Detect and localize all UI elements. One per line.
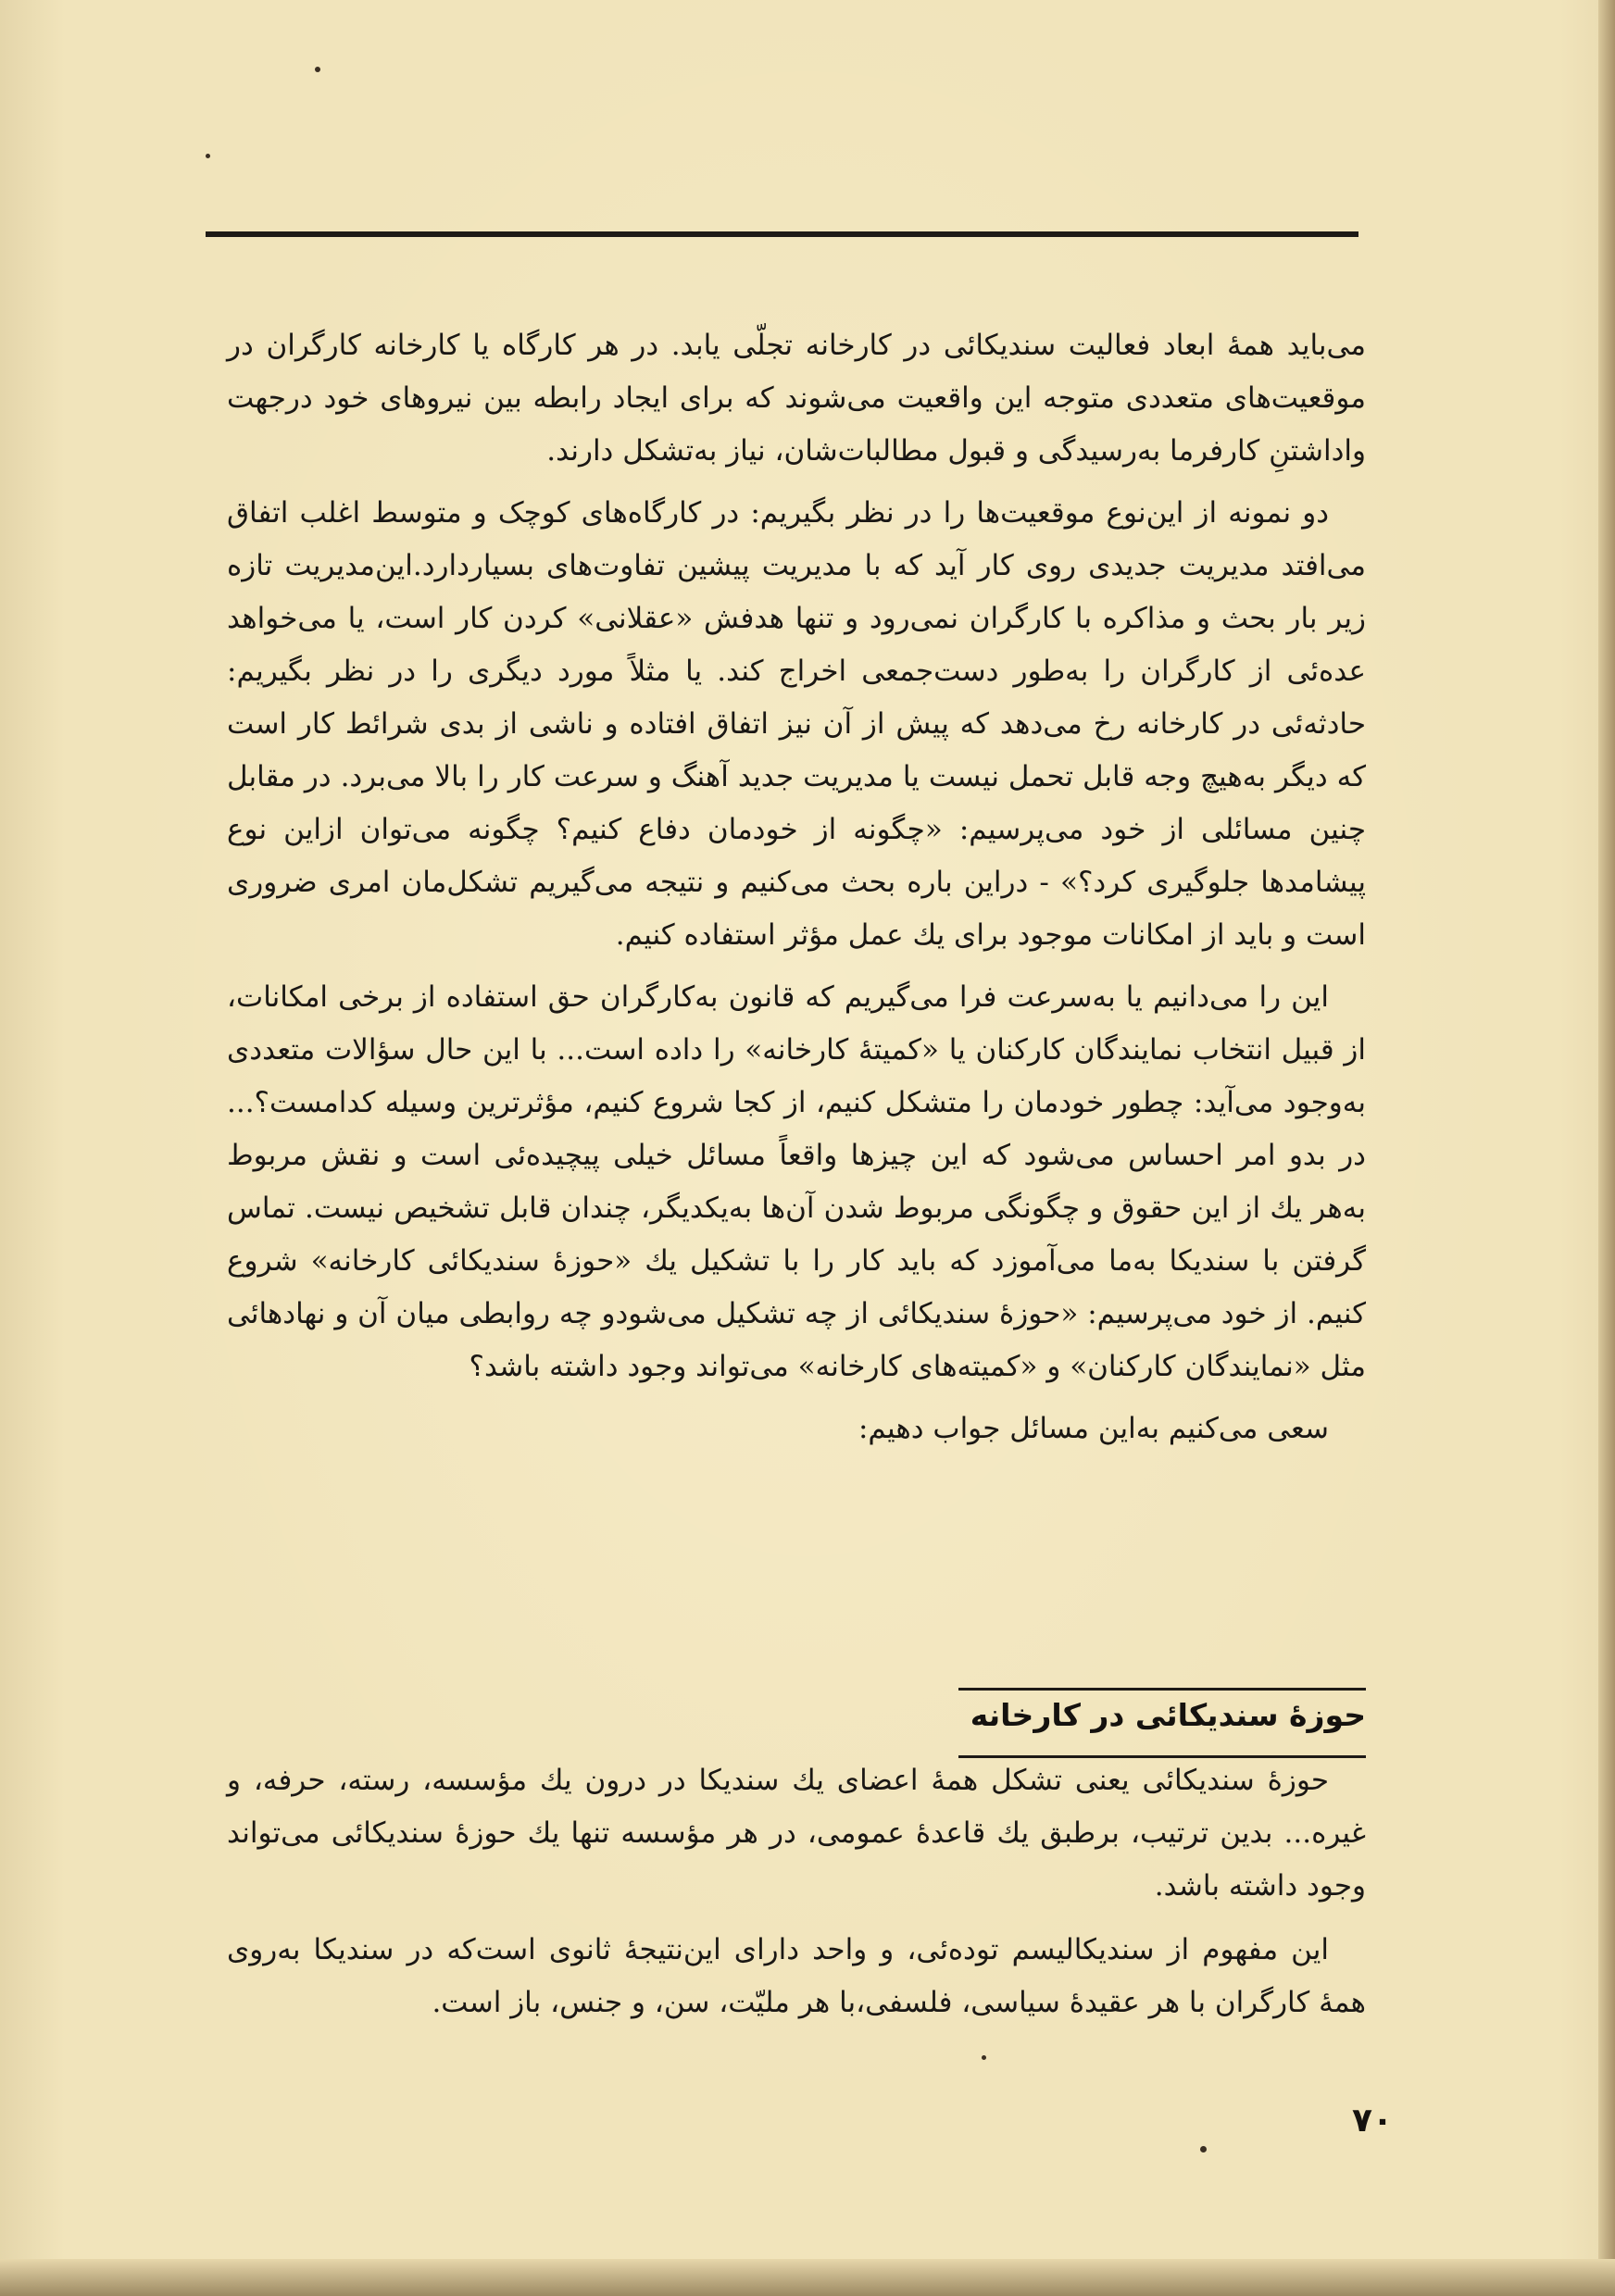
section-paragraph-2: این مفهوم از سندیکالیسم توده‌ئی، و واحد دارای این‌نتیجهٔ ثانوی است‌که در سندیکا به‌روی همهٔ کارگران با هر عقیدهٔ سیاسی، فلسفی،با هر ملیّت، سن، و جنس، باز است. (227, 1933, 1366, 2019)
paper-speck (982, 2055, 986, 2060)
paragraph-1: می‌باید همهٔ ابعاد فعالیت سندیکائی در کارخانه تجلّی یابد. در هر کارگاه یا کارخانه کارگران در موقعیت‌های متعددی متوجه این واقعیت می‌شوند که برای ایجاد رابطه بین نیروهای خود درجهت واداشتنِ کارفرما به‌رسیدگی و قبول مطالبات‌شان، نیاز به‌تشکل دارند. (227, 329, 1366, 468)
page-edge-right (1598, 0, 1615, 2296)
page-edge-bottom (0, 2259, 1615, 2296)
body-text (227, 319, 1366, 1455)
section-paragraph-1: حوزهٔ سندیکائی یعنی تشکل همهٔ اعضای یك سندیکا در درون یك مؤسسه، رسته، حرفه، و غیره... بدین ترتیب، برطبق یك قاعدهٔ عمومی، در هر مؤسسه تنها یك حوزهٔ سندیکائی می‌تواند وجود داشته باشد. (227, 1764, 1366, 1903)
paragraph-4: سعی می‌کنیم به‌این مسائل جواب دهیم: (858, 1412, 1329, 1445)
paragraph-3: این را می‌دانیم یا به‌سرعت فرا می‌گیریم که قانون به‌کارگران حق استفاده از برخی امکانات، از قبیل انتخاب نمایندگان کارکنان یا «کمیتهٔ کارخانه» را داده است... با این حال سؤالات متعددی به‌وجود می‌آید: چطور خودمان را متشکل کنیم، از کجا شروع کنیم، مؤثرترین وسیله کدامست؟... در بدو امر احساس می‌شود که این چیزها واقعاً مسائل خیلی پیچیده‌ئی است و نقش مربوط به‌هر یك از این حقوق و چگونگی مربوط شدن آن‌ها به‌یکدیگر، چندان قابل تشخیص نیست. تماس گرفتن با سندیکا به‌ما می‌آموزد که باید کار را با تشکیل یك «حوزهٔ سندیکائی کارخانه» شروع کنیم. از خود می‌پرسیم: «حوزهٔ سندیکائی از چه تشکیل می‌شودو چه روابطی میان آن و نهادهائی مثل «نمایندگان کارکنان» و «کمیته‌های کارخانه» می‌تواند وجود داشته باشد؟ (227, 980, 1366, 1383)
paper-speck (1200, 2146, 1207, 2152)
paper-speck (206, 154, 210, 158)
section-heading: حوزهٔ سندیکائی در کارخانه (970, 1697, 1366, 1733)
header-rule (206, 231, 1358, 237)
page-number: ۷۰ (1352, 2102, 1393, 2140)
heading-rule-top (958, 1688, 1366, 1691)
section-heading-block (958, 1688, 1366, 1758)
paragraph-2: دو نمونه از این‌نوع موقعیت‌ها را در نظر بگیریم: در کارگاه‌های کوچک و متوسط اغلب اتفاق می‌افتد مدیریت جدیدی روی کار آید که با مدیریت پیشین تفاوت‌های بسیاردارد.این‌مدیریت تازه زیر بار بحث و مذاکره با کارگران نمی‌رود و تنها هدفش «عقلانی» کردن کار است، یا می‌خواهد عده‌ئی از کارگران را به‌طور دست‌جمعی اخراج کند. یا مثلاً مورد دیگری را در نظر بگیریم: حادثه‌ئی در کارخانه رخ می‌دهد که پیش از آن نیز اتفاق افتاده و ناشی از بدی شرائط کار است که دیگر به‌هیچ وجه قابل تحمل نیست یا مدیریت جدید آهنگ و سرعت کار را بالا می‌برد. در مقابل چنین مسائلی از خود می‌پرسیم: «چگونه از خودمان دفاع کنیم؟ چگونه می‌توان ازاین نوع پیشامدها جلوگیری کرد؟» - دراین باره بحث می‌کنیم و نتیجه می‌گیریم تشکل‌مان امری ضروری است و باید از امکانات موجود برای یك عمل مؤثر استفاده کنیم. (227, 496, 1366, 952)
section-body-text (227, 1754, 1366, 2029)
paper-speck (315, 67, 320, 72)
